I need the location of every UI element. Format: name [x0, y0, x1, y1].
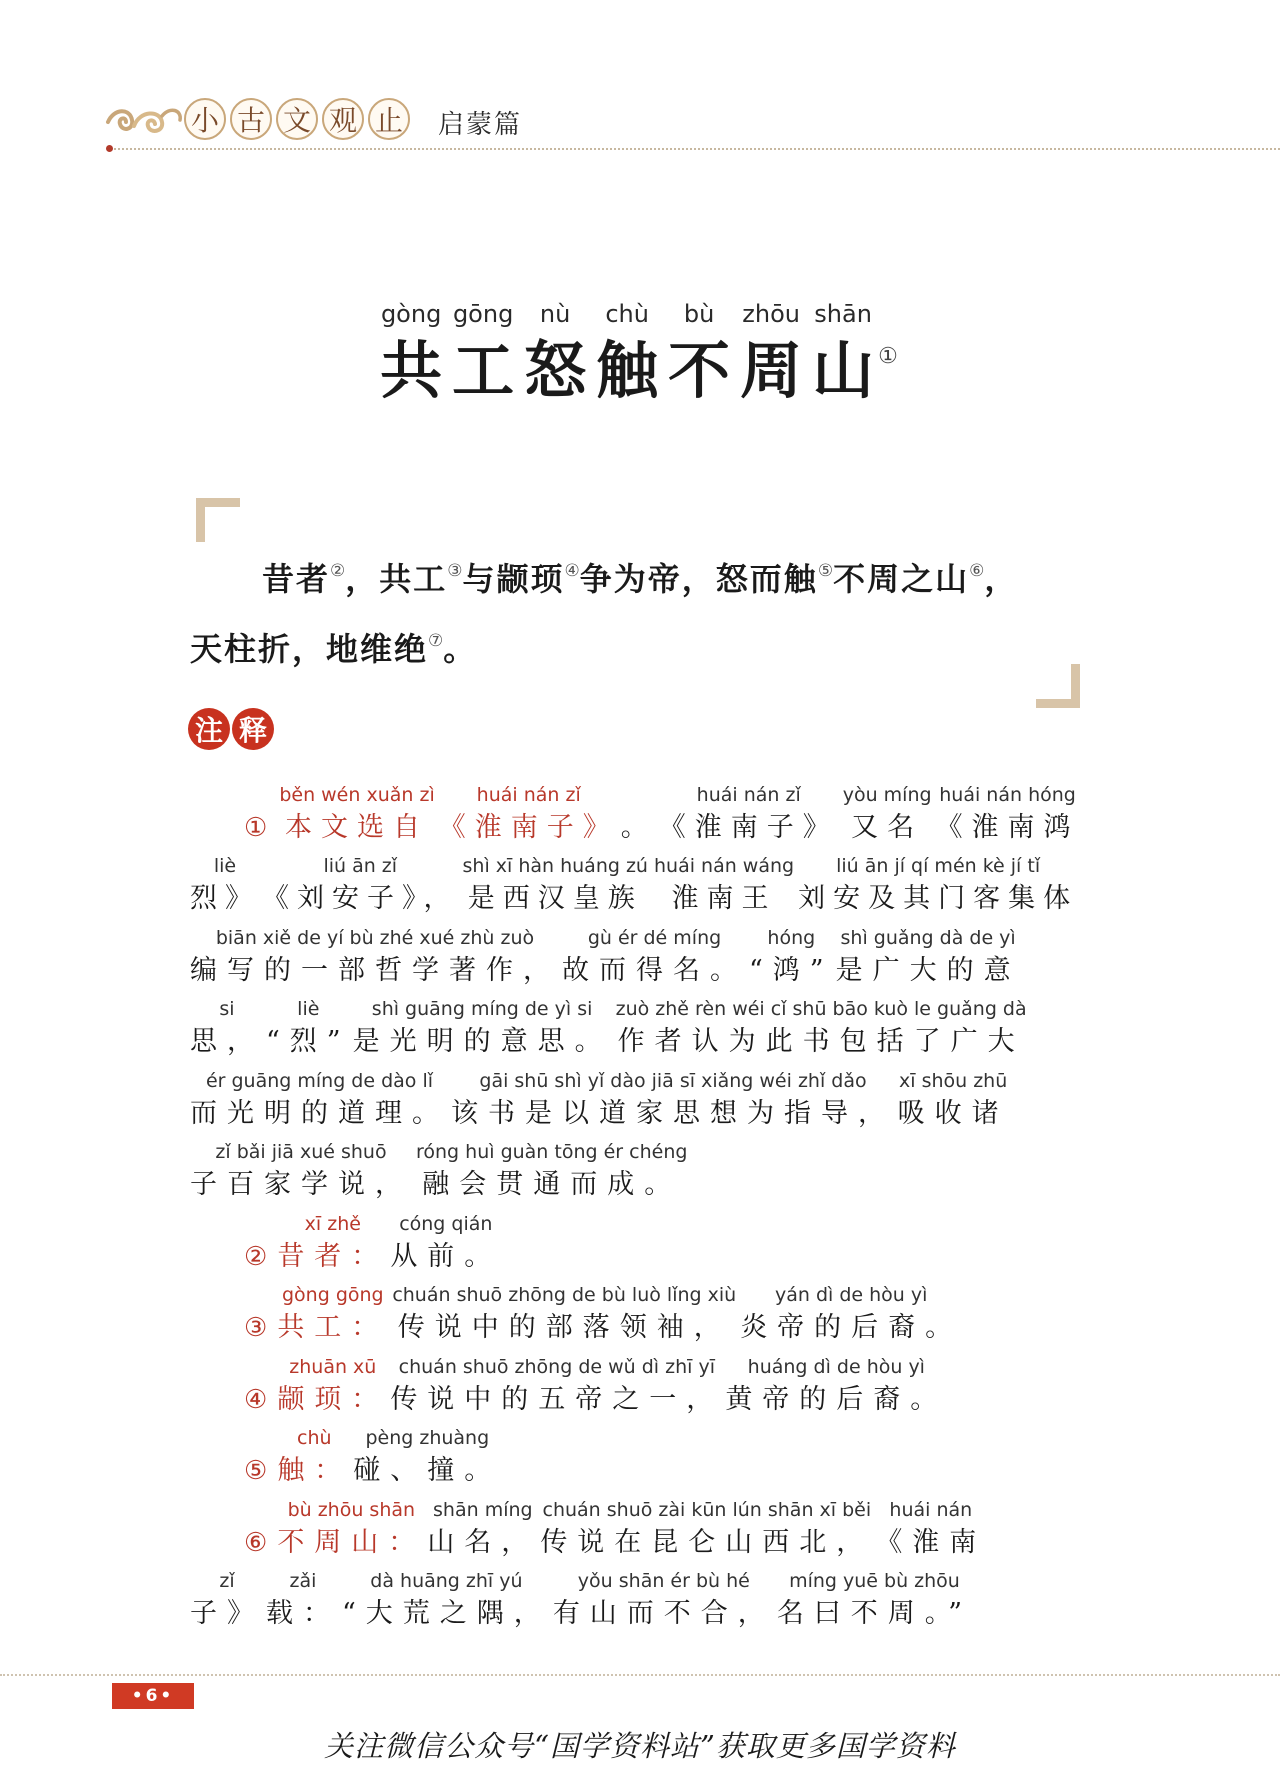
original-passage — [190, 540, 1090, 680]
footer-divider — [0, 1674, 1280, 1676]
hanzi: 颛顼： — [277, 1383, 389, 1415]
pinyin: bù zhōu shān — [287, 1498, 416, 1521]
notes-heading — [188, 708, 274, 750]
annotated-segment — [262, 853, 459, 919]
passage-text: 昔者 — [262, 560, 331, 598]
title-pinyin: nù — [539, 300, 571, 328]
annotation-line — [190, 1205, 1090, 1277]
annotated-segment — [190, 1139, 412, 1205]
annotated-segment — [190, 1568, 264, 1634]
hanzi: 不周山： — [277, 1526, 426, 1558]
annotated-segment — [897, 1068, 1009, 1134]
title-char: 周 — [740, 334, 803, 407]
header-divider — [110, 148, 1280, 150]
note-reference: ⑤ — [817, 561, 834, 581]
hanzi: 昔者： — [277, 1240, 389, 1272]
hanzi: 淮南王 — [671, 883, 777, 914]
hanzi: “烈” — [266, 1026, 351, 1057]
title-char: 共 — [380, 334, 443, 407]
footer-note: 关注微信公众号“国学资料站”获取更多国学资料 — [324, 1729, 956, 1763]
annotated-segment — [740, 1282, 962, 1348]
pinyin: huái nán zǐ — [476, 783, 581, 806]
corner-bracket-bottom-right — [1036, 664, 1080, 708]
annotated-segment — [451, 1068, 895, 1134]
pinyin: shì guāng míng de yì si — [371, 998, 593, 1020]
notes-heading-char: 释 — [232, 708, 274, 750]
bullet-right: • — [160, 1686, 175, 1706]
corner-bracket-top-left — [196, 498, 240, 542]
hanzi: 思， — [190, 1026, 264, 1057]
annotated-segment — [540, 1497, 873, 1563]
pinyin: zǐ — [219, 1570, 235, 1592]
pinyin: gāi shū shì yǐ dào jiā sī xiǎng wéi zhǐ dǎo — [479, 1069, 867, 1092]
title-pinyin: gòng — [380, 300, 442, 328]
title-char: 工 — [452, 334, 515, 407]
title-char: 山 — [812, 334, 875, 407]
page-number: 6 — [145, 1686, 161, 1706]
pinyin: róng huì guàn tōng ér chéng — [416, 1141, 688, 1163]
hanzi: 山名， — [427, 1526, 539, 1558]
annotation-line — [190, 848, 1090, 920]
pinyin: huái nán hóng — [939, 783, 1076, 806]
annotated-segment — [342, 1568, 551, 1634]
annotated-segment — [414, 1139, 689, 1205]
annotated-segment — [190, 996, 264, 1062]
pinyin: zǎi — [289, 1570, 317, 1592]
passage-text: ， — [984, 560, 1019, 598]
annotation-line — [190, 776, 1090, 848]
pinyin: chuán shuō zài kūn lún shān xī běi — [542, 1498, 872, 1521]
annotated-segment — [875, 1497, 986, 1563]
hanzi: 编写的一部哲学著作， — [190, 954, 560, 986]
title-pinyin: shān — [814, 300, 872, 328]
series-char: 止 — [368, 98, 410, 140]
annotated-term — [277, 1425, 351, 1491]
hanzi: 《淮南子》 — [658, 811, 839, 843]
hanzi: 本文选自 — [285, 811, 430, 843]
hanzi: 烈》 — [190, 883, 260, 914]
annotated-segment — [390, 1282, 738, 1348]
pinyin: liè — [297, 998, 320, 1020]
hanzi: 《淮南 — [875, 1526, 987, 1558]
annotation-line — [190, 1563, 1090, 1635]
annotated-term — [439, 782, 619, 848]
series-subtitle: 启蒙篇 — [438, 110, 523, 140]
annotated-term — [277, 1211, 388, 1277]
hanzi: 故而得名。 — [562, 954, 747, 986]
annotation-list — [190, 776, 1090, 1634]
annotated-segment — [190, 1068, 449, 1134]
pinyin: ér guāng míng de dào lǐ — [205, 1069, 434, 1092]
series-title — [184, 98, 410, 140]
annotation-line — [190, 919, 1090, 991]
pinyin: cóng qián — [399, 1212, 493, 1235]
annotation-line — [190, 1134, 1090, 1206]
pinyin: xī zhě — [304, 1212, 361, 1235]
hanzi: 传说中的部落领袖， — [397, 1312, 731, 1343]
pinyin: huái nán zǐ — [696, 783, 801, 806]
annotated-segment — [562, 925, 747, 991]
notes-heading-char: 注 — [188, 708, 230, 750]
pinyin: shì guǎng dà de yì — [840, 926, 1016, 949]
passage-text: 。 — [443, 630, 478, 668]
pinyin: hóng — [767, 926, 816, 949]
title-char-group — [668, 300, 731, 407]
hanzi: 《刘安子》， — [262, 883, 459, 914]
annotated-segment — [725, 1354, 947, 1420]
annotated-segment — [777, 1568, 972, 1634]
pinyin: huái nán — [889, 1498, 973, 1521]
passage-text: 争为帝，怒而触 — [579, 560, 818, 598]
hanzi: 《淮南子》 — [438, 811, 619, 843]
pinyin: huáng dì de hòu yì — [747, 1355, 925, 1378]
annotated-segment — [652, 853, 796, 919]
hanzi: 名曰不周。” — [776, 1598, 973, 1629]
hanzi: “鸿” — [749, 954, 834, 986]
pinyin: běn wén xuǎn zì — [279, 783, 435, 806]
annotated-segment — [621, 808, 657, 848]
note-reference: ③ — [447, 561, 463, 581]
annotated-term — [277, 1354, 388, 1420]
page-title — [0, 300, 1280, 406]
cloud-scroll-icon — [104, 100, 184, 138]
hanzi: 从前。 — [390, 1240, 502, 1272]
title-pinyin: zhōu — [742, 300, 800, 328]
title-char-group — [812, 300, 875, 407]
series-char: 观 — [322, 98, 364, 140]
passage-text: 不周之山 — [833, 560, 970, 598]
pinyin: biān xiě de yí bù zhé xué zhù zuò — [215, 926, 535, 949]
hanzi: 是西汉皇族 — [467, 883, 643, 914]
annotation-line — [190, 1062, 1090, 1134]
annotated-segment — [353, 996, 612, 1062]
hanzi: 又名 — [851, 811, 924, 843]
title-char: 怒 — [524, 334, 587, 407]
series-char: 文 — [276, 98, 318, 140]
annotated-segment — [749, 925, 834, 991]
series-char: 小 — [184, 98, 226, 140]
annotated-segment — [190, 853, 260, 919]
hanzi: 。 — [620, 811, 657, 843]
pinyin: liú ān jí qí mén kè jí tǐ — [836, 855, 1041, 877]
pinyin: liè — [213, 855, 237, 877]
passage-text: 天柱折，地维绝 — [190, 630, 429, 668]
title-pinyin: gōng — [452, 300, 514, 328]
pinyin: gòng gōng — [282, 1284, 384, 1306]
hanzi: 融会贯通而成。 — [422, 1169, 682, 1200]
pinyin: zǐ bǎi jiā xué shuō — [215, 1141, 387, 1163]
annotated-term — [277, 782, 436, 848]
hanzi: 载： — [266, 1598, 340, 1629]
pinyin: liú ān zǐ — [323, 855, 398, 877]
title-char-group — [452, 300, 515, 407]
pinyin: dà huāng zhī yú — [370, 1570, 523, 1592]
pinyin: shān míng — [433, 1498, 533, 1521]
pinyin: huái nán wáng — [653, 855, 795, 877]
annotation-number: ⑥ — [244, 1527, 268, 1558]
title-pinyin: chù — [605, 300, 649, 328]
series-char: 古 — [230, 98, 272, 140]
header-dot — [106, 145, 113, 152]
annotated-segment — [390, 1211, 501, 1277]
hanzi: 传说中的五帝之一， — [390, 1383, 724, 1415]
annotation-number: ③ — [244, 1313, 268, 1343]
hanzi: 子》 — [190, 1598, 264, 1629]
annotated-segment — [841, 782, 934, 848]
hanzi: 炎帝的后裔。 — [740, 1312, 963, 1343]
hanzi: 而光明的道理。 — [190, 1097, 449, 1129]
hanzi: “大荒之隅， — [342, 1598, 551, 1629]
pinyin: shì xī hàn huáng zú — [462, 855, 648, 877]
annotation-number: ② — [244, 1241, 268, 1272]
annotated-segment — [461, 853, 650, 919]
note-reference: ④ — [564, 561, 580, 581]
hanzi: 是光明的意思。 — [352, 1026, 612, 1057]
annotated-segment — [614, 996, 1029, 1062]
pinyin: gù ér dé míng — [587, 926, 722, 949]
annotated-segment — [266, 996, 351, 1062]
pinyin: míng yuē bù zhōu — [789, 1570, 960, 1592]
annotated-term — [277, 1282, 388, 1348]
annotation-line — [190, 991, 1090, 1063]
pinyin: chuán shuō zhōng de wǔ dì zhī yī — [398, 1355, 715, 1378]
passage-line — [190, 610, 1090, 680]
bullet-left: • — [131, 1686, 146, 1706]
hanzi: 传说在昆仑山西北， — [540, 1526, 874, 1558]
annotated-segment — [553, 1568, 775, 1634]
hanzi: 黄帝的后裔。 — [725, 1383, 948, 1415]
hanzi: 共工： — [277, 1312, 389, 1343]
hanzi: 是广大的意 — [835, 954, 1021, 986]
hanzi: 吸收诸 — [897, 1097, 1009, 1129]
pinyin: yán dì de hòu yì — [774, 1284, 928, 1306]
pinyin: chuán shuō zhōng de bù luò lǐng xiù — [392, 1284, 737, 1306]
passage-text: 与颛顼 — [462, 560, 565, 598]
annotated-segment — [836, 925, 1021, 991]
title-char-group — [596, 300, 659, 407]
note-reference: ② — [330, 561, 346, 581]
hanzi: 有山而不合， — [552, 1598, 775, 1629]
title-char-group — [740, 300, 803, 407]
annotated-segment — [798, 853, 1078, 919]
title-char-group — [524, 300, 587, 407]
hanzi: 刘安及其门客集体 — [798, 883, 1079, 914]
annotation-line — [190, 1348, 1090, 1420]
annotation-line — [190, 1420, 1090, 1492]
pinyin: si — [219, 998, 235, 1020]
passage-text: ，共工 — [345, 560, 448, 598]
annotation-number: ① — [244, 812, 268, 843]
title-row — [0, 300, 1280, 406]
pinyin: yòu míng — [842, 783, 932, 806]
hanzi: 触： — [277, 1455, 352, 1486]
hanzi: 该书是以道家思想为指导， — [451, 1097, 895, 1129]
note-reference: ⑦ — [428, 631, 444, 651]
annotated-segment — [390, 1354, 723, 1420]
page-number-badge — [112, 1683, 194, 1709]
note-reference: ⑥ — [969, 561, 985, 581]
pinyin: yǒu shān ér bù hé — [577, 1570, 750, 1592]
annotation-number: ⑤ — [244, 1456, 268, 1486]
annotated-segment — [427, 1497, 538, 1563]
annotated-segment — [353, 1425, 501, 1491]
title-char-group — [380, 300, 443, 407]
annotated-term — [277, 1497, 425, 1563]
hanzi: 《淮南鸿 — [935, 811, 1080, 843]
pinyin: chù — [297, 1427, 332, 1449]
annotated-segment — [936, 782, 1080, 848]
hanzi: 子百家学说， — [190, 1169, 412, 1200]
annotation-number: ④ — [244, 1384, 268, 1415]
annotation-line — [190, 1491, 1090, 1563]
annotation-line — [190, 1277, 1090, 1349]
pinyin: zhuān xū — [289, 1355, 377, 1378]
title-char: 触 — [596, 334, 659, 407]
hanzi: 作者认为此书包括了广大 — [617, 1026, 1025, 1057]
annotated-segment — [190, 925, 560, 991]
pinyin: xī shōu zhū — [899, 1069, 1008, 1092]
hanzi: 碰、撞。 — [353, 1455, 502, 1486]
title-note-mark: ① — [878, 344, 898, 369]
page-header — [0, 0, 1280, 160]
pinyin: pèng zhuàng — [365, 1427, 490, 1449]
pinyin: zuò zhě rèn wéi cǐ shū bāo kuò le guǎng dà — [615, 998, 1027, 1020]
annotated-segment — [266, 1568, 340, 1634]
title-char: 不 — [668, 334, 731, 407]
passage-line — [190, 540, 1090, 610]
annotated-segment — [659, 782, 839, 848]
title-pinyin: bù — [683, 300, 715, 328]
